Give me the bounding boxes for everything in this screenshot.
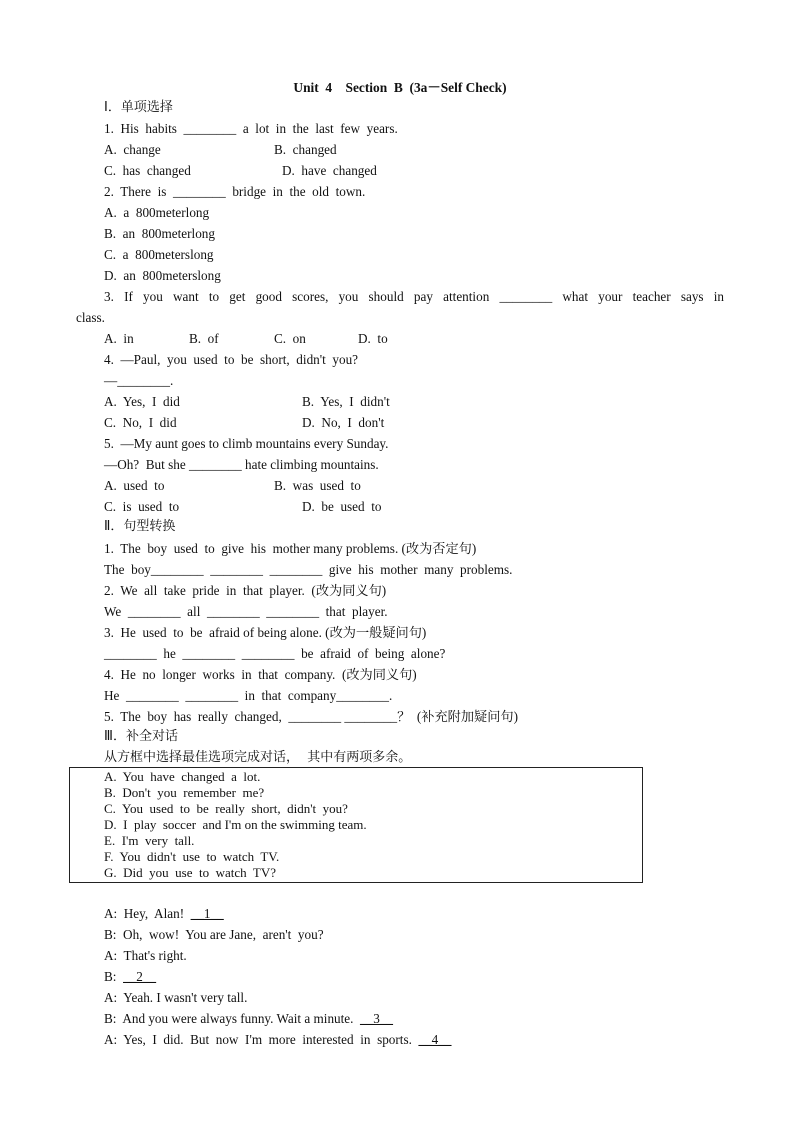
answer-blank-4: __4__ (418, 1032, 452, 1047)
question-5: 5. —My aunt goes to climb mountains every Sunday. (104, 436, 389, 451)
dialogue-instruction: 从方框中选择最佳选项完成对话， 其中有两项多余。 (104, 750, 412, 765)
option-f: F. You didn't use to watch TV. (104, 849, 280, 864)
answer-blank-3: __3__ (360, 1011, 394, 1026)
transform-5: 5. The boy has really changed, ________ ________？ (补充附加疑问句) (104, 709, 519, 724)
dialogue-line: B: Oh, wow! You are Jane, aren't you? (104, 927, 324, 942)
option-b: B. Don't you remember me? (104, 785, 265, 800)
dialogue-line: B: And you were always funny. Wait a minute. __3__ (104, 1011, 394, 1026)
page-title: Unit 4 Section B (3a－Self Check) (293, 80, 507, 95)
question-2: 2. There is ________ bridge in the old town. (104, 184, 366, 199)
answer-blank-2: __2__ (123, 969, 157, 984)
options-box (69, 767, 643, 883)
transform-1: 1. The boy used to give his mother many problems. (改为否定句) (104, 541, 477, 556)
q2-option-d: D. an 800meterslong (104, 268, 221, 283)
q5-option-c: C. is used to (104, 499, 180, 514)
transform-2: 2. We all take pride in that player. (改为同义句) (104, 583, 387, 598)
transform-2-answer: We ________ all ________ ________ that player. (104, 604, 388, 619)
question-1: 1. His habits ________ a lot in the last few years. (104, 121, 398, 136)
q5-option-d: D. be used to (302, 499, 382, 514)
option-d: D. I play soccer and I'm on the swimming team. (104, 817, 367, 832)
section-heading-dialogue: Ⅲ．补全对话 (104, 729, 178, 744)
section-heading-multiple-choice: Ⅰ．单项选择 (104, 100, 173, 115)
option-a: A. You have changed a lot. (104, 769, 261, 784)
q2-option-a: A. a 800meterlong (104, 205, 210, 220)
q1-option-a: A. change (104, 142, 161, 157)
question-4-reply: —________. (104, 373, 174, 388)
dialogue-line: A: Hey, Alan! __1__ (104, 906, 224, 921)
question-3: 3. If you want to get good scores, you should pay attention ________ what your teacher says in (104, 289, 724, 304)
transform-3: 3. He used to be afraid of being alone. (改为一般疑问句) (104, 625, 427, 640)
transform-3-answer: ________ he ________ ________ be afraid of being alone? (104, 646, 446, 661)
q5-option-a: A. used to (104, 478, 165, 493)
section-heading-sentence-transformation: Ⅱ．句型转换 (104, 519, 176, 534)
q3-option-c: C. on (274, 331, 306, 346)
option-c: C. You used to be really short, didn't you? (104, 801, 348, 816)
q1-option-c: C. has changed (104, 163, 191, 178)
dialogue-line: A: Yeah. I wasn't very tall. (104, 990, 248, 1005)
question-4: 4. —Paul, you used to be short, didn't you? (104, 352, 359, 367)
q2-option-c: C. a 800meterslong (104, 247, 214, 262)
answer-blank-1: __1__ (190, 906, 224, 921)
dialogue-line: B: __2__ (104, 969, 157, 984)
question-3-continued: class. (76, 310, 105, 325)
q4-option-c: C. No, I did (104, 415, 177, 430)
option-e: E. I'm very tall. (104, 833, 195, 848)
option-g: G. Did you use to watch TV? (104, 865, 276, 880)
q3-option-d: D. to (358, 331, 388, 346)
q2-option-b: B. an 800meterlong (104, 226, 215, 241)
q1-option-d: D. have changed (282, 163, 377, 178)
q3-option-a: A. in (104, 331, 134, 346)
q3-option-b: B. of (189, 331, 219, 346)
q4-option-d: D. No, I don't (302, 415, 385, 430)
q5-option-b: B. was used to (274, 478, 361, 493)
transform-4-answer: He ________ ________ in that company________. (104, 688, 393, 703)
transform-4: 4. He no longer works in that company. (改为同义句) (104, 667, 417, 682)
dialogue-line: A: Yes, I did. But now I'm more interested in sports. __4__ (104, 1032, 452, 1047)
q4-option-b: B. Yes, I didn't (302, 394, 390, 409)
dialogue-line: A: That's right. (104, 948, 187, 963)
q1-option-b: B. changed (274, 142, 337, 157)
q4-option-a: A. Yes, I did (104, 394, 180, 409)
transform-1-answer: The boy________ ________ ________ give his mother many problems. (104, 562, 513, 577)
question-5-reply: —Oh? But she ________ hate climbing mountains. (104, 457, 379, 472)
